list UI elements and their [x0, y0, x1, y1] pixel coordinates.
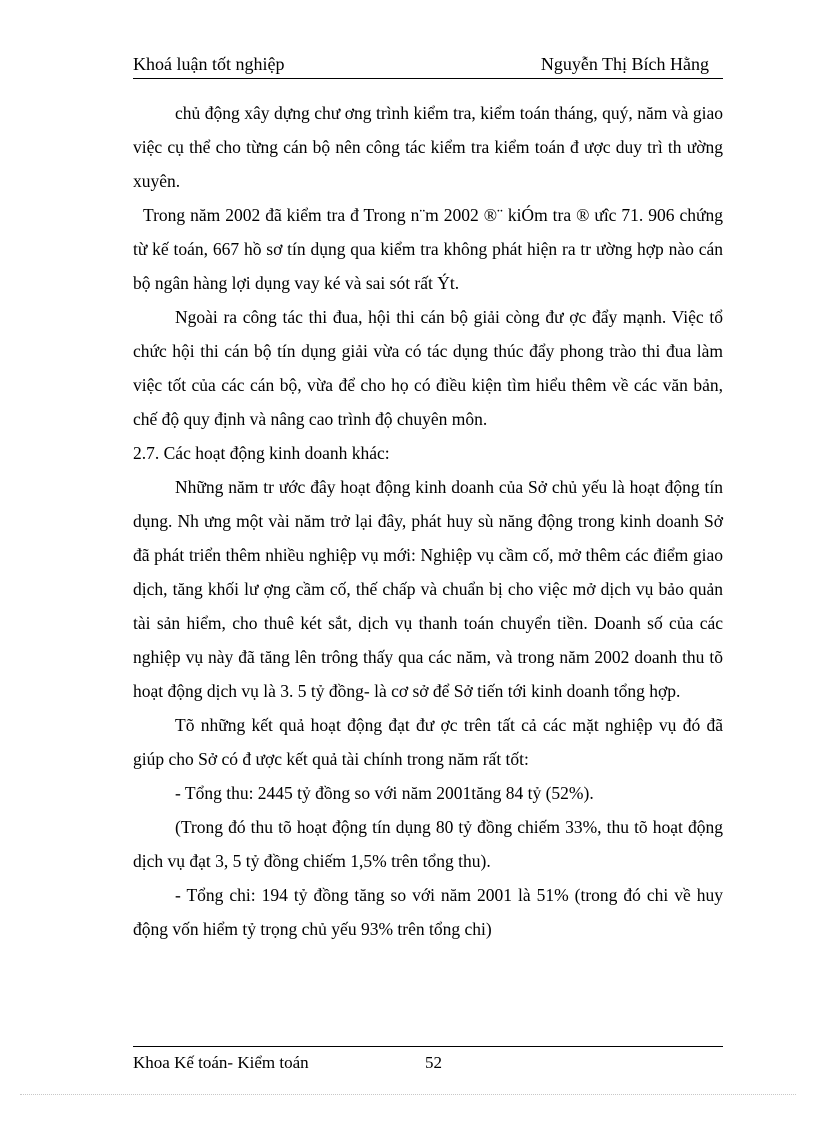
page-number: 52 — [425, 1053, 442, 1072]
paragraph-audit-plan: chủ động xây dựng chư ơng trình kiểm tra, kiểm toán tháng, quý, năm và giao việc cụ thể cho từng cán bộ nên công tác kiểm tra kiểm toán đ ược duy trì th ường xuyên. — [133, 103, 723, 191]
footer-department: Khoa Kế toán- Kiểm toán — [133, 1053, 309, 1072]
page-header — [133, 52, 723, 79]
document-body — [133, 96, 723, 946]
paragraph-audit-2002: Trong năm 2002 đã kiểm tra đ Trong n¨m 2002 ®¨ kiÓm tra ® ưîc 71. 906 chứng từ kế toán, 667 hồ sơ tín dụng qua kiểm tra không phát hiện ra tr ường hợp nào cán bộ ngân hàng lợi dụng vay ké và sai sót rất Ýt. — [133, 205, 723, 293]
section-heading-2-7: 2.7. Các hoạt động kinh doanh khác: — [133, 443, 390, 463]
page-edge-divider — [20, 1094, 796, 1095]
page-footer — [133, 1046, 723, 1077]
paragraph-revenue-breakdown: (Trong đó thu tõ hoạt động tín dụng 80 tỷ đồng chiếm 33%, thu tõ hoạt động dịch vụ đạt 3, 5 tỷ đồng chiếm 1,5% trên tổng thu). — [133, 817, 723, 871]
paragraph-competition: Ngoài ra công tác thi đua, hội thi cán bộ giải còng đư ợc đẩy mạnh. Việc tổ chức hội thi cán bộ tín dụng giải vừa có tác dụng thúc đẩy phong trào thi đua làm việc tốt của các cán bộ, vừa để cho họ có điều kiện tìm hiểu thêm về các văn bản, chế độ quy định và nâng cao trình độ chuyên môn. — [133, 307, 723, 429]
header-thesis-title: Khoá luận tốt nghiệp — [133, 54, 285, 74]
paragraph-business-activities: Những năm tr ước đây hoạt động kinh doanh của Sở chủ yếu là hoạt động tín dụng. Nh ưng một vài năm trở lại đây, phát huy sù năng động trong kinh doanh Sở đã phát triển thêm nhiều nghiệp vụ mới: Nghiệp vụ cầm cố, mở thêm các điểm giao dịch, tăng khối lư ợng cầm cố, thế chấp và chuẩn bị cho việc mở dịch vụ bảo quản tài sản hiểm, cho thuê két sắt, dịch vụ thanh toán chuyển tiền. Doanh số của các nghiệp vụ này đã tăng lên trông thấy qua các năm, và trong năm 2002 doanh thu tõ hoạt động dịch vụ là 3. 5 tỷ đồng- là cơ sở để Sở tiến tới kinh doanh tổng hợp. — [133, 477, 723, 701]
list-item-total-expense: - Tổng chi: 194 tỷ đồng tăng so với năm 2001 là 51% (trong đó chi về huy động vốn hiểm tỷ trọng chủ yếu 93% trên tổng chi) — [133, 885, 723, 939]
list-item-total-revenue: - Tổng thu: 2445 tỷ đồng so với năm 2001tăng 84 tỷ (52%). — [175, 783, 594, 803]
paragraph-financial-results: Tõ những kết quả hoạt động đạt đư ợc trên tất cả các mặt nghiệp vụ đó đã giúp cho Sở có đ ược kết quả tài chính trong năm rất tốt: — [133, 715, 723, 769]
header-author-name: Nguyễn Thị Bích Hằng — [540, 54, 709, 74]
